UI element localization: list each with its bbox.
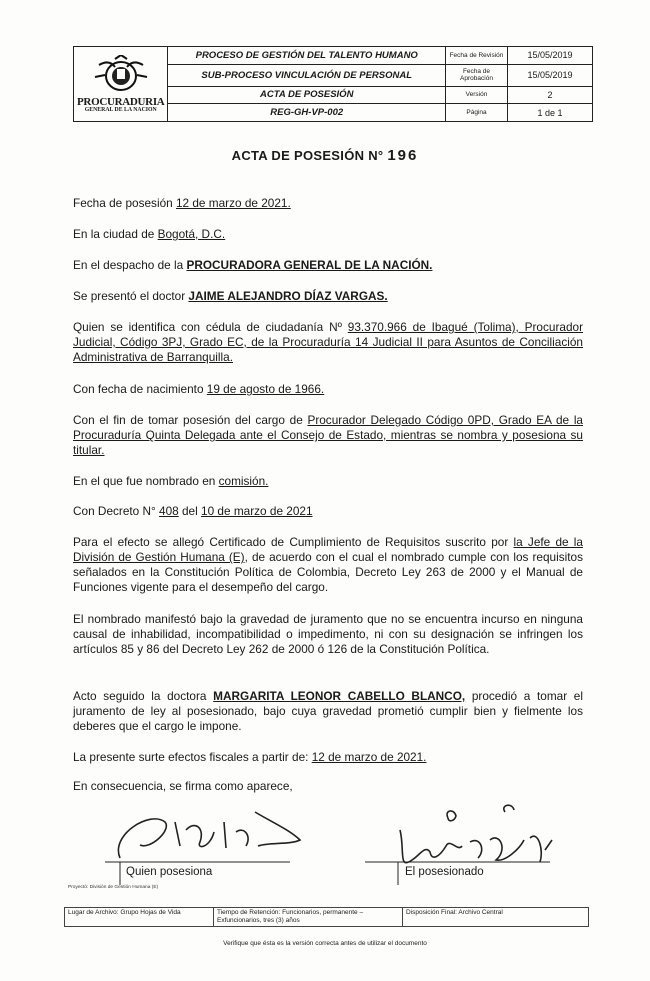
paragraph-appointment: En el que fue nombrado en comisión. [73,474,269,488]
header-subprocess: SUB-PROCESO VINCULACIÓN DE PERSONAL [168,64,446,86]
paragraph-decree: Con Decreto N° 408 del 10 de marzo de 2021 [73,504,313,518]
header-label-page: Página [446,104,508,122]
header-value-page: 1 de 1 [508,104,593,122]
document-footer [64,907,589,927]
fiscal-date: 12 de marzo de 2021. [311,750,427,764]
title-text: ACTA DE POSESIÓN N° [231,148,384,163]
paragraph-birthdate: Con fecha de nacimiento 19 de agosto de 1966. [73,382,325,396]
footer-archive-location: Lugar de Archivo: Grupo Hojas de Vida [65,908,214,927]
paragraph-swearing: Acto seguido la doctora MARGARITA LEONOR CABELLO BLANCO, procedió a tomar el juramento de ley al posesionado, bajo cuya gravedad prometió cumplir bien y fielmente los deberes que el cargo le impone. [73,689,583,733]
paragraph-fiscal: La presente surte efectos fiscales a partir de: 12 de marzo de 2021. [73,750,427,764]
paragraph-city: En la ciudad de Bogotá, D.C. [73,227,226,241]
paragraph-identification: Quien se identifica con cédula de ciudadanía Nº 93.370.966 de Ibagué (Tolima), Procurador Judicial, Código 3PJ, Grado EC, de la Procuraduría 14 Judicial II para Asuntos de Conciliación Administrativa de Barranquilla. [73,320,583,364]
footer-disposition: Disposición Final: Archivo Central [403,908,589,927]
paragraph-closing: En consecuencia, se firma como aparece, [73,779,293,793]
position: Procurador Delegado Código 0PD, Grado EA de la Procuraduría Quinta Delegada ante el Consejo de Estado, mientras se nombra y posesiona su titular. [73,413,583,457]
header-label-revision: Fecha de Revisión [446,47,508,65]
possession-date: 12 de marzo de 2021. [175,196,291,210]
paragraph-oath: El nombrado manifestó bajo la gravedad de juramento que no se encuentra incurso en ninguna causal de inhabilidad, incompatibilidad o impedimento, ni con su designación se infringen los artículos 85 y 86 del Decreto Ley 262 de 2000 ó 126 de la Constitución Política. [73,612,583,656]
projected-by: Proyectó: División de Gestión Humana (E) [68,885,159,890]
paragraph-certificate: Para el efecto se allegó Certificado de Cumplimiento de Requisitos suscrito por la Jefe de la División de Gestión Humana (E), de acuerdo con el cual el nombrado cumple con los requisitos señalados en la Constitución Política de Colombia, Decreto Ley 263 de 2000 y el Manual de Funciones vigente para el desempeño del cargo. [73,535,583,594]
signature-right-label: El posesionado [405,866,484,878]
footer-retention: Tiempo de Retención: Funcionarios, permanente – Exfuncionarios, tres (3) años [214,908,403,927]
decree-number: 408 [159,504,179,518]
paragraph-office: En el despacho de la PROCURADORA GENERAL DE LA NACIÓN. [73,258,433,272]
appointment-mode: comisión. [218,474,269,488]
city: Bogotá, D.C. [157,227,226,241]
version-note: Verifique que ésta es la versión correcta antes de utilizar el documento [223,940,427,947]
signature-right [400,805,552,862]
header-label-version: Versión [446,86,508,104]
org-subname: GENERAL DE LA NACION [84,106,157,113]
appointee-name: JAIME ALEJANDRO DÍAZ VARGAS. [188,289,388,303]
birth-date: 19 de agosto de 1966. [206,382,325,396]
paragraph-appointee: Se presentó el doctor JAIME ALEJANDRO DÍAZ VARGAS. [73,289,388,303]
decree-date: 10 de marzo de 2021 [201,504,313,518]
header-value-version: 2 [508,86,593,104]
header-value-approval: 15/05/2019 [508,64,593,86]
signature-left-label: Quien posesiona [126,866,213,878]
id-details: 93.370.966 de Ibagué (Tolima), Procurador Judicial, Código 3PJ, Grado EC, de la Procuraduría 14 Judicial II para Asuntos de Conciliación Administrativa de Barranquilla. [73,320,583,364]
org-name: PROCURADURIA [77,95,165,108]
office: PROCURADORA GENERAL DE LA NACIÓN. [186,258,433,272]
header-process: PROCESO DE GESTIÓN DEL TALENTO HUMANO [168,47,446,65]
header-code: REG-GH-VP-002 [168,104,446,122]
official-name: MARGARITA LEONOR CABELLO BLANCO, [213,689,466,703]
header-doc-type: ACTA DE POSESIÓN [168,86,446,104]
paragraph-date: Fecha de posesión 12 de marzo de 2021. [73,196,291,210]
signature-left [118,812,300,858]
act-number: 196 [387,147,419,164]
header-label-approval: Fecha de Aprobación [446,64,508,86]
certifier: la Jefe de la División de Gestión Humana (E) [73,535,583,564]
header-value-revision: 15/05/2019 [508,47,593,65]
paragraph-position: Con el fin de tomar posesión del cargo de Procurador Delegado Código 0PD, Grado EA de la Procuraduría Quinta Delegada ante el Consejo de Estado, mientras se nombra y posesiona su titular. [73,413,583,457]
